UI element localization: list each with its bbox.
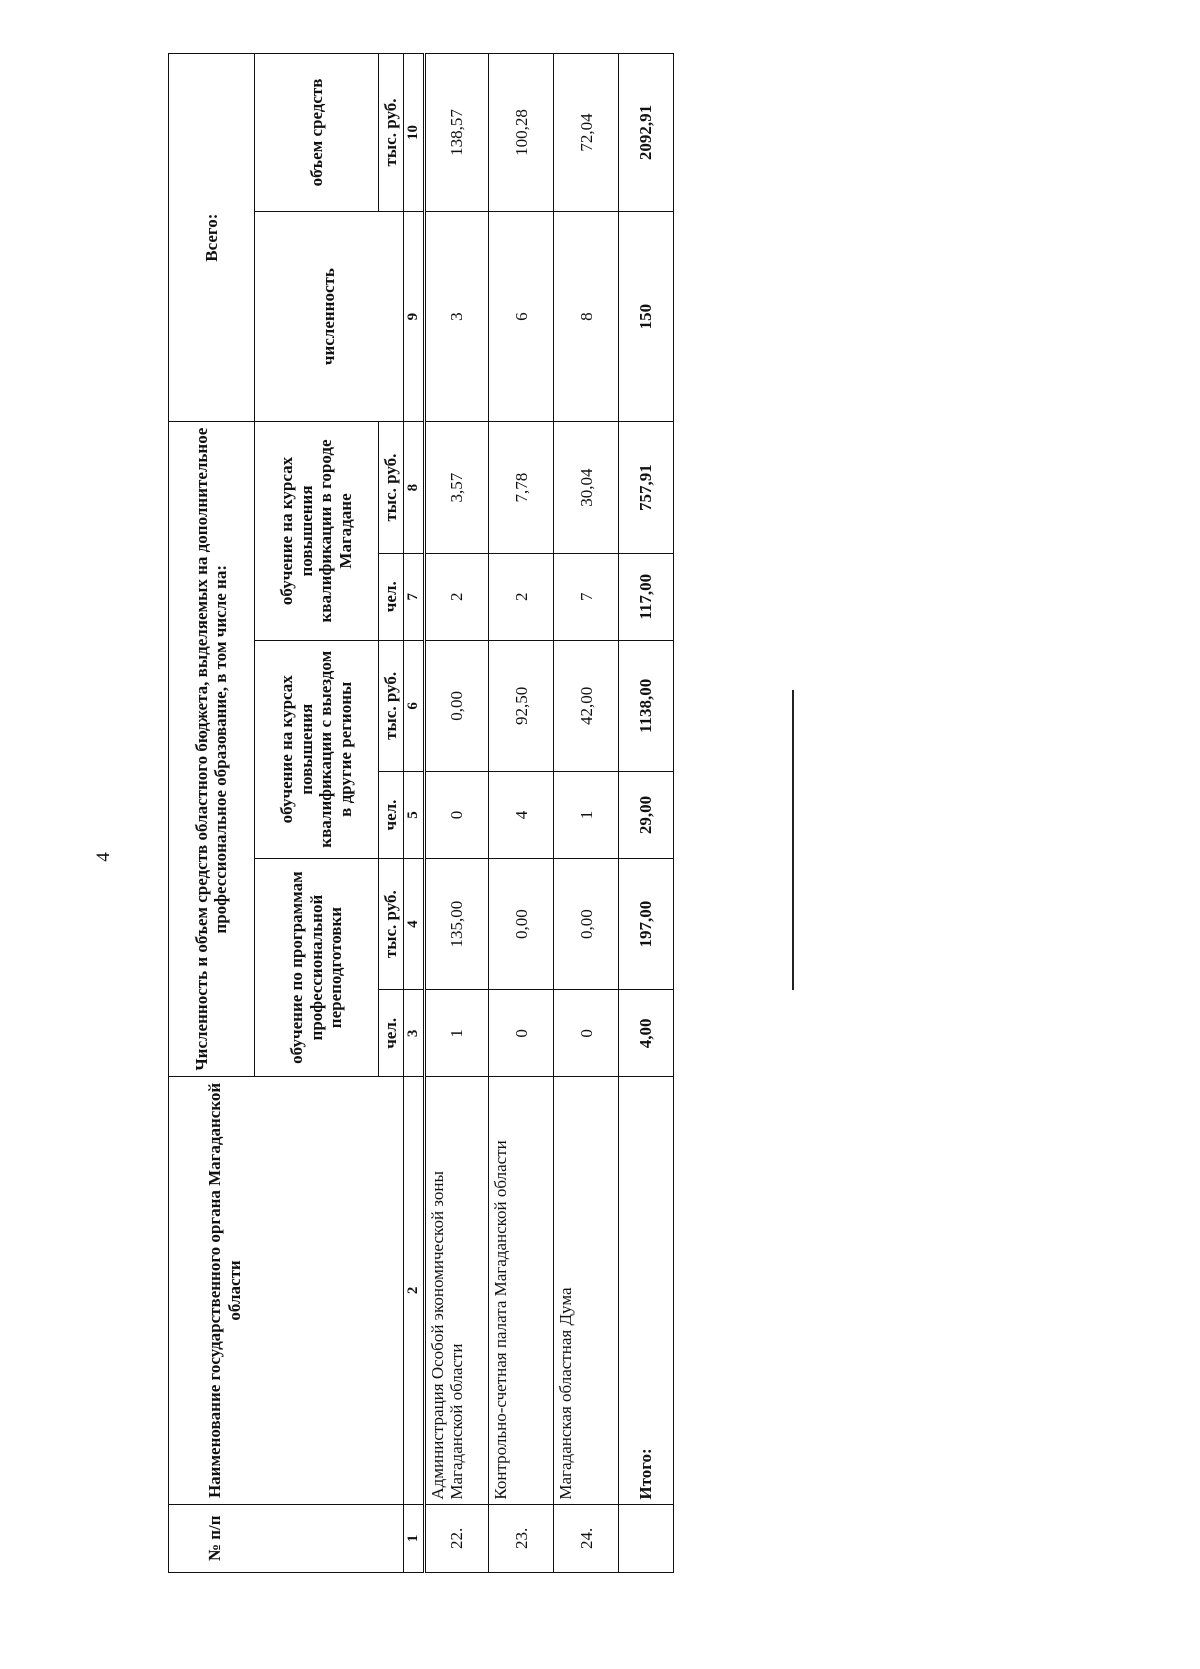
col-number: 2: [404, 1077, 424, 1504]
header-sub-retraining: обучение по программам профессиональной переподготовки: [254, 858, 378, 1076]
cell-value: 1: [554, 772, 619, 859]
cell-value: 8: [554, 211, 619, 421]
separator-rule: [792, 690, 794, 990]
header-name: Наименование государственного органа Магаданской области: [169, 1077, 404, 1504]
unit-money: тыс. руб.: [378, 858, 404, 990]
unit-people: чел.: [378, 553, 404, 640]
total-num-empty: [619, 1504, 674, 1572]
col-number: 5: [404, 772, 424, 859]
col-number: 3: [404, 990, 424, 1077]
unit-people: чел.: [378, 772, 404, 859]
cell-value: 72,04: [554, 54, 619, 212]
total-value: 117,00: [619, 553, 674, 640]
row-name: Контрольно-счетная палата Магаданской области: [489, 1077, 554, 1504]
cell-value: 42,00: [554, 640, 619, 772]
row-name: Магаданская областная Дума: [554, 1077, 619, 1504]
row-num: 22.: [424, 1504, 489, 1572]
total-value: 4,00: [619, 990, 674, 1077]
cell-value: 4: [489, 772, 554, 859]
header-sub-magadan: обучение на курсах повышения квалификации в городе Магадане: [254, 422, 378, 640]
cell-value: 7: [554, 553, 619, 640]
total-value: 1138,00: [619, 640, 674, 772]
total-value: 757,91: [619, 422, 674, 554]
cell-value: 30,04: [554, 422, 619, 554]
row-num: 23.: [489, 1504, 554, 1572]
cell-value: 0: [554, 990, 619, 1077]
table-row: [424, 54, 489, 1573]
cell-value: 138,57: [424, 54, 489, 212]
total-value: 29,00: [619, 772, 674, 859]
col-number: 8: [404, 422, 424, 554]
header-total-sum: объем средств: [254, 54, 378, 212]
header-total-count: численность: [254, 211, 403, 421]
cell-value: 3,57: [424, 422, 489, 554]
unit-money: тыс. руб.: [378, 422, 404, 554]
cell-value: 3: [424, 211, 489, 421]
col-number: 7: [404, 553, 424, 640]
cell-value: 135,00: [424, 858, 489, 990]
unit-money: тыс. руб.: [378, 640, 404, 772]
table-row: [489, 54, 554, 1573]
cell-value: 0: [424, 772, 489, 859]
cell-value: 1: [424, 990, 489, 1077]
col-number: 9: [404, 211, 424, 421]
column-number-row: [404, 54, 424, 1573]
cell-value: 92,50: [489, 640, 554, 772]
total-row: [619, 54, 674, 1573]
cell-value: 6: [489, 211, 554, 421]
header-group: Численность и объем средств областного бюджета, выделяемых на дополнительное профессиональное образование, в том числе на:: [169, 422, 255, 1077]
cell-value: 100,28: [489, 54, 554, 212]
col-number: 6: [404, 640, 424, 772]
cell-value: 7,78: [489, 422, 554, 554]
col-number: 4: [404, 858, 424, 990]
cell-value: 2: [489, 553, 554, 640]
table-container: [168, 53, 674, 1573]
header-sub-other-regions: обучение на курсах повышения квалификации с выездом в другие регионы: [254, 640, 378, 858]
training-budget-table: [168, 53, 674, 1573]
cell-value: 0: [489, 990, 554, 1077]
cell-value: 2: [424, 553, 489, 640]
row-name: Администрация Особой экономической зоны Магаданской области: [424, 1077, 489, 1504]
cell-value: 0,00: [424, 640, 489, 772]
row-num: 24.: [554, 1504, 619, 1572]
total-value: 150: [619, 211, 674, 421]
cell-value: 0,00: [554, 858, 619, 990]
total-label: Итого:: [619, 1077, 674, 1504]
page-number: 4: [93, 852, 114, 862]
unit-people: чел.: [378, 990, 404, 1077]
total-value: 197,00: [619, 858, 674, 990]
header-num: № п/п: [169, 1504, 404, 1572]
table-row: [554, 54, 619, 1573]
col-number: 10: [404, 54, 424, 212]
total-value: 2092,91: [619, 54, 674, 212]
header-total: Всего:: [169, 54, 255, 422]
unit-money: тыс. руб.: [378, 54, 404, 212]
cell-value: 0,00: [489, 858, 554, 990]
col-number: 1: [404, 1504, 424, 1572]
